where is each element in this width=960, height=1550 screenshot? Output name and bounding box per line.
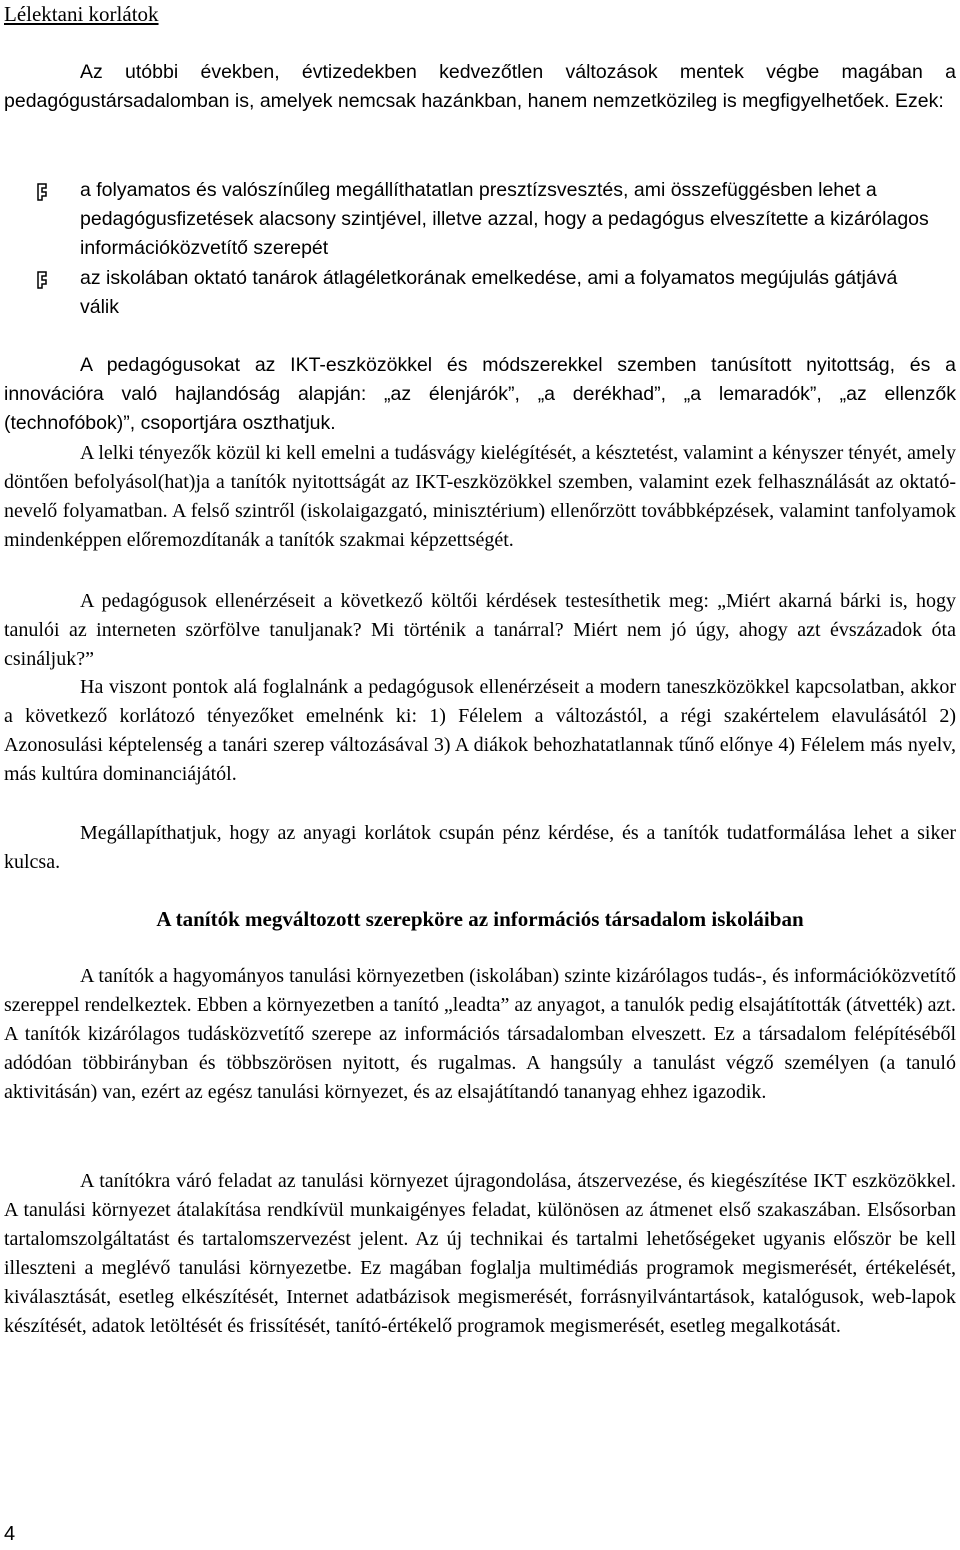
section-title: A tanítók megváltozott szerepköre az információs társadalom iskoláiban bbox=[156, 907, 804, 931]
paragraph-traditional-role: A tanítók a hagyományos tanulási környezetben (iskolában) szinte kizárólagos tudás-, és információközvetítő szereppel rendelkeztek. Ebben a környezetben a tanító „leadta” az anyagot, a tanulók pedig elsajátították (átvették) azt. A tanítók kizárólagos tudásközvetítő szerepe az információs társadalomban elveszett. Ez a társadalom felépítéséből adódóan többirányban és többszörösen nyitott, és rugalmas. A hangsúly a tanulást végző személyen (a tanuló aktivitásán) van, ezért az egész tanulási környezet, és az elsajátítandó tananyag ehhez igazodik. bbox=[4, 965, 956, 1103]
paragraph-psychological-factors: A lelki tényezők közül ki kell emelni a tudásvágy kielégítését, a késztetést, valamint a kényszer tényét, amely döntően befolyásol(hat)ja a tanítók nyitottságát az IKT-eszközökkel szemben, valamint ezek felhasználását az oktató-nevelő folyamatban. A felső szintről (iskolaigazgató, minisztérium) ellenőrzött továbbképzések, valamint tanfolyamok mindenképpen előremozdítanák a tanítók szakmai képzettségét. bbox=[4, 442, 956, 551]
bullet-text: a folyamatos és valószínűleg megállíthatatlan presztízsvesztés, ami összefüggésben lehet a pedagógusfizetések alacsony szintjével, illetve azzal, hogy a pedagógus elveszítette a kizárólagos információközvetítő szerepét bbox=[80, 179, 929, 259]
paragraph-teacher-tasks: A tanítókra váró feladat az tanulási környezet újragondolása, átszervezése, és kiegészítése IKT eszközökkel. A tanulási környezet átalakítása rendkívül munkaigényes feladat, különösen az átmenet első szakaszában. Elsősorban tartalomszolgáltatást és tartalomszervezést jelent. Az új technikai és tartalmi lehetőségeket ugyanis először be kell illeszteni a meglévő tanulási környezetbe. Ez magában foglalja multimédiás programok megismerését, értékelését, kiválasztását, esetleg elkészítését, Internet adatbázisok megismerését, forrásnyilvántartások, katalógusok, web-lapok készítését, adatok letöltését és frissítését, tanító-értékelő programok megismerését, esetleg megalkotását. bbox=[4, 1170, 956, 1337]
bullet-marker-icon bbox=[35, 182, 49, 202]
intro-paragraph: Az utóbbi években, évtizedekben kedvezőtlen változások mentek végbe magában a pedagógustársadalomban is, amelyek nemcsak hazánkban, hanem nemzetközileg is megfigyelhetőek. Ezek: bbox=[4, 61, 956, 112]
paragraph-conclusion: Megállapíthatjuk, hogy az anyagi korlátok csupán pénz kérdése, és a tanítók tudatformálása lehet a siker kulcsa. bbox=[4, 822, 956, 873]
paragraph-limiting-factors: Ha viszont pontok alá foglalnánk a pedagógusok ellenérzéseit a modern taneszközökkel kapcsolatban, akkor a következő korlátozó tényezőket emelnénk ki: 1) Félelem a változástól, a régi szakértelem elavulásától 2) Azonosulási képtelenség a tanári szerep változásával 3) A diákok behozhatatlannak tűnő előnye 4) Félelem más nyelv, más kultúra dominanciájától. bbox=[4, 676, 956, 785]
page-number: 4 bbox=[4, 1523, 16, 1545]
bullet-text: az iskolában oktató tanárok átlagéletkorának emelkedése, ami a folyamatos megújulás gátjává válik bbox=[80, 267, 898, 318]
paragraph-rhetorical-questions: A pedagógusok ellenérzéseit a következő költői kérdések testesíthetik meg: „Miért akarná bárki is, hogy tanulói az interneten szörfölve tanuljanak? Mi történik a tanárral? Miért nem jó úgy, ahogy azt évszázadok óta csináljuk?” bbox=[4, 590, 956, 670]
paragraph-ikt-groups: A pedagógusokat az IKT-eszközökkel és módszerekkel szemben tanúsított nyitottság, és a innovációra való hajlandóság alapján: „az élenjárók”, „a derékhad”, „a lemaradók”, „az ellenzők (technofóbok)”, csoportjára oszthatjuk. bbox=[4, 354, 956, 434]
bullet-marker-icon bbox=[35, 270, 49, 290]
section-heading-psychological-barriers: Lélektani korlátok bbox=[4, 2, 159, 26]
